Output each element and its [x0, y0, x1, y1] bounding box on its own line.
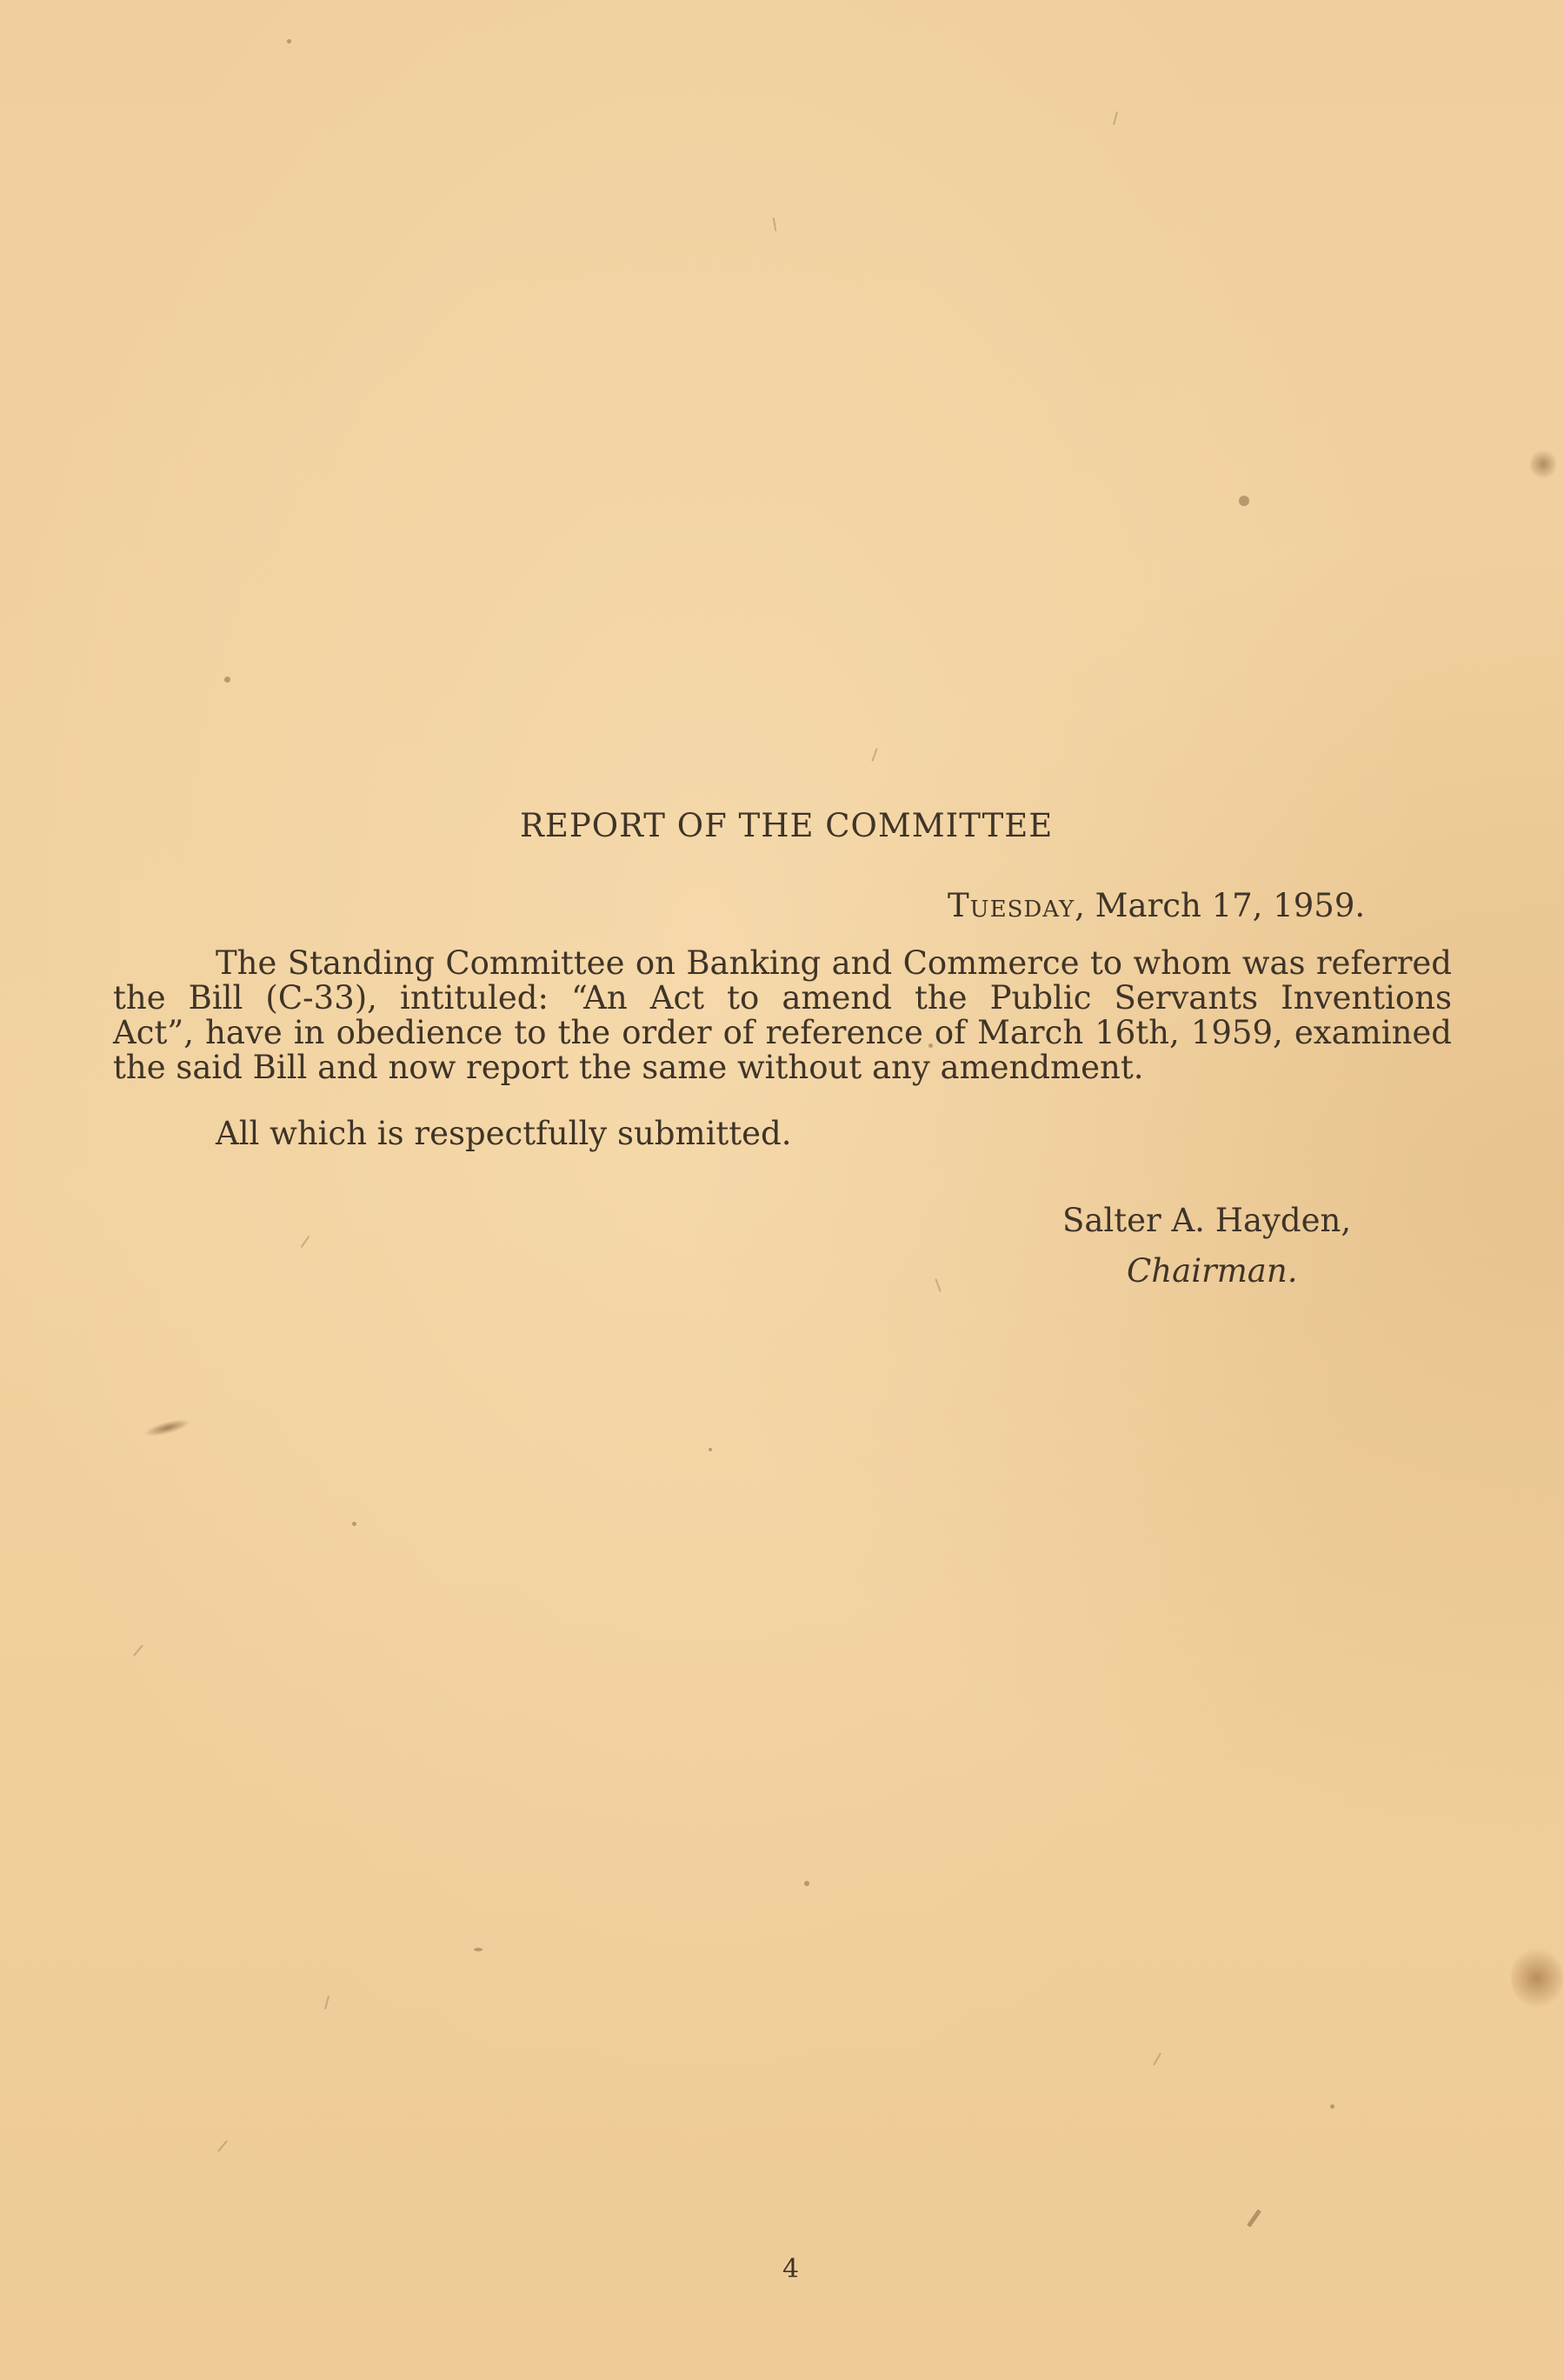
page-number: 4 [782, 2254, 800, 2284]
paragraph-line: Act”, have in obedience to the order of reference of March 16th, 1959, examined [113, 1014, 1452, 1051]
report-date-weekday: Tuesday [948, 887, 1075, 924]
paper-fiber [217, 2140, 228, 2152]
paper-speck [287, 39, 291, 43]
report-date [948, 887, 1365, 924]
paragraph-line: the Bill (C-33), intituled: “An Act to amend the Public Servants Inventions [113, 979, 1452, 1017]
paper-fiber [1153, 2053, 1161, 2066]
paper-fiber [935, 1278, 941, 1292]
paper-stain [1530, 448, 1556, 481]
signature-name: Salter A. Hayden, [1062, 1202, 1352, 1239]
paper-stain [1511, 1948, 1563, 2009]
paper-fiber [301, 1236, 310, 1248]
report-body-paragraph [113, 946, 1452, 1085]
report-title: REPORT OF THE COMMITTEE [520, 807, 1054, 844]
paper-speck [474, 1948, 483, 1951]
paper-fiber [871, 748, 877, 762]
paper-speck [1239, 496, 1249, 506]
closing-statement: All which is respectfully submitted. [216, 1115, 792, 1152]
paper-stain [143, 1416, 192, 1440]
paper-fiber [773, 217, 777, 231]
paper-speck [224, 677, 230, 683]
paper-fiber [133, 1644, 143, 1657]
paper-fiber [1113, 111, 1118, 125]
paragraph-line: The Standing Committee on Banking and Commerce to whom was referred [216, 944, 1452, 982]
signature-title: Chairman. [1127, 1252, 1298, 1290]
paragraph-line: the said Bill and now report the same without any amendment. [113, 1049, 1144, 1086]
paper-speck [804, 1881, 809, 1886]
paper-fiber [1247, 2210, 1261, 2228]
paper-speck [352, 1522, 356, 1526]
paper-fiber [324, 1996, 329, 2010]
paper-speck [1330, 2104, 1334, 2109]
report-date-rest: , March 17, 1959. [1075, 887, 1366, 924]
paper-speck [709, 1448, 712, 1451]
